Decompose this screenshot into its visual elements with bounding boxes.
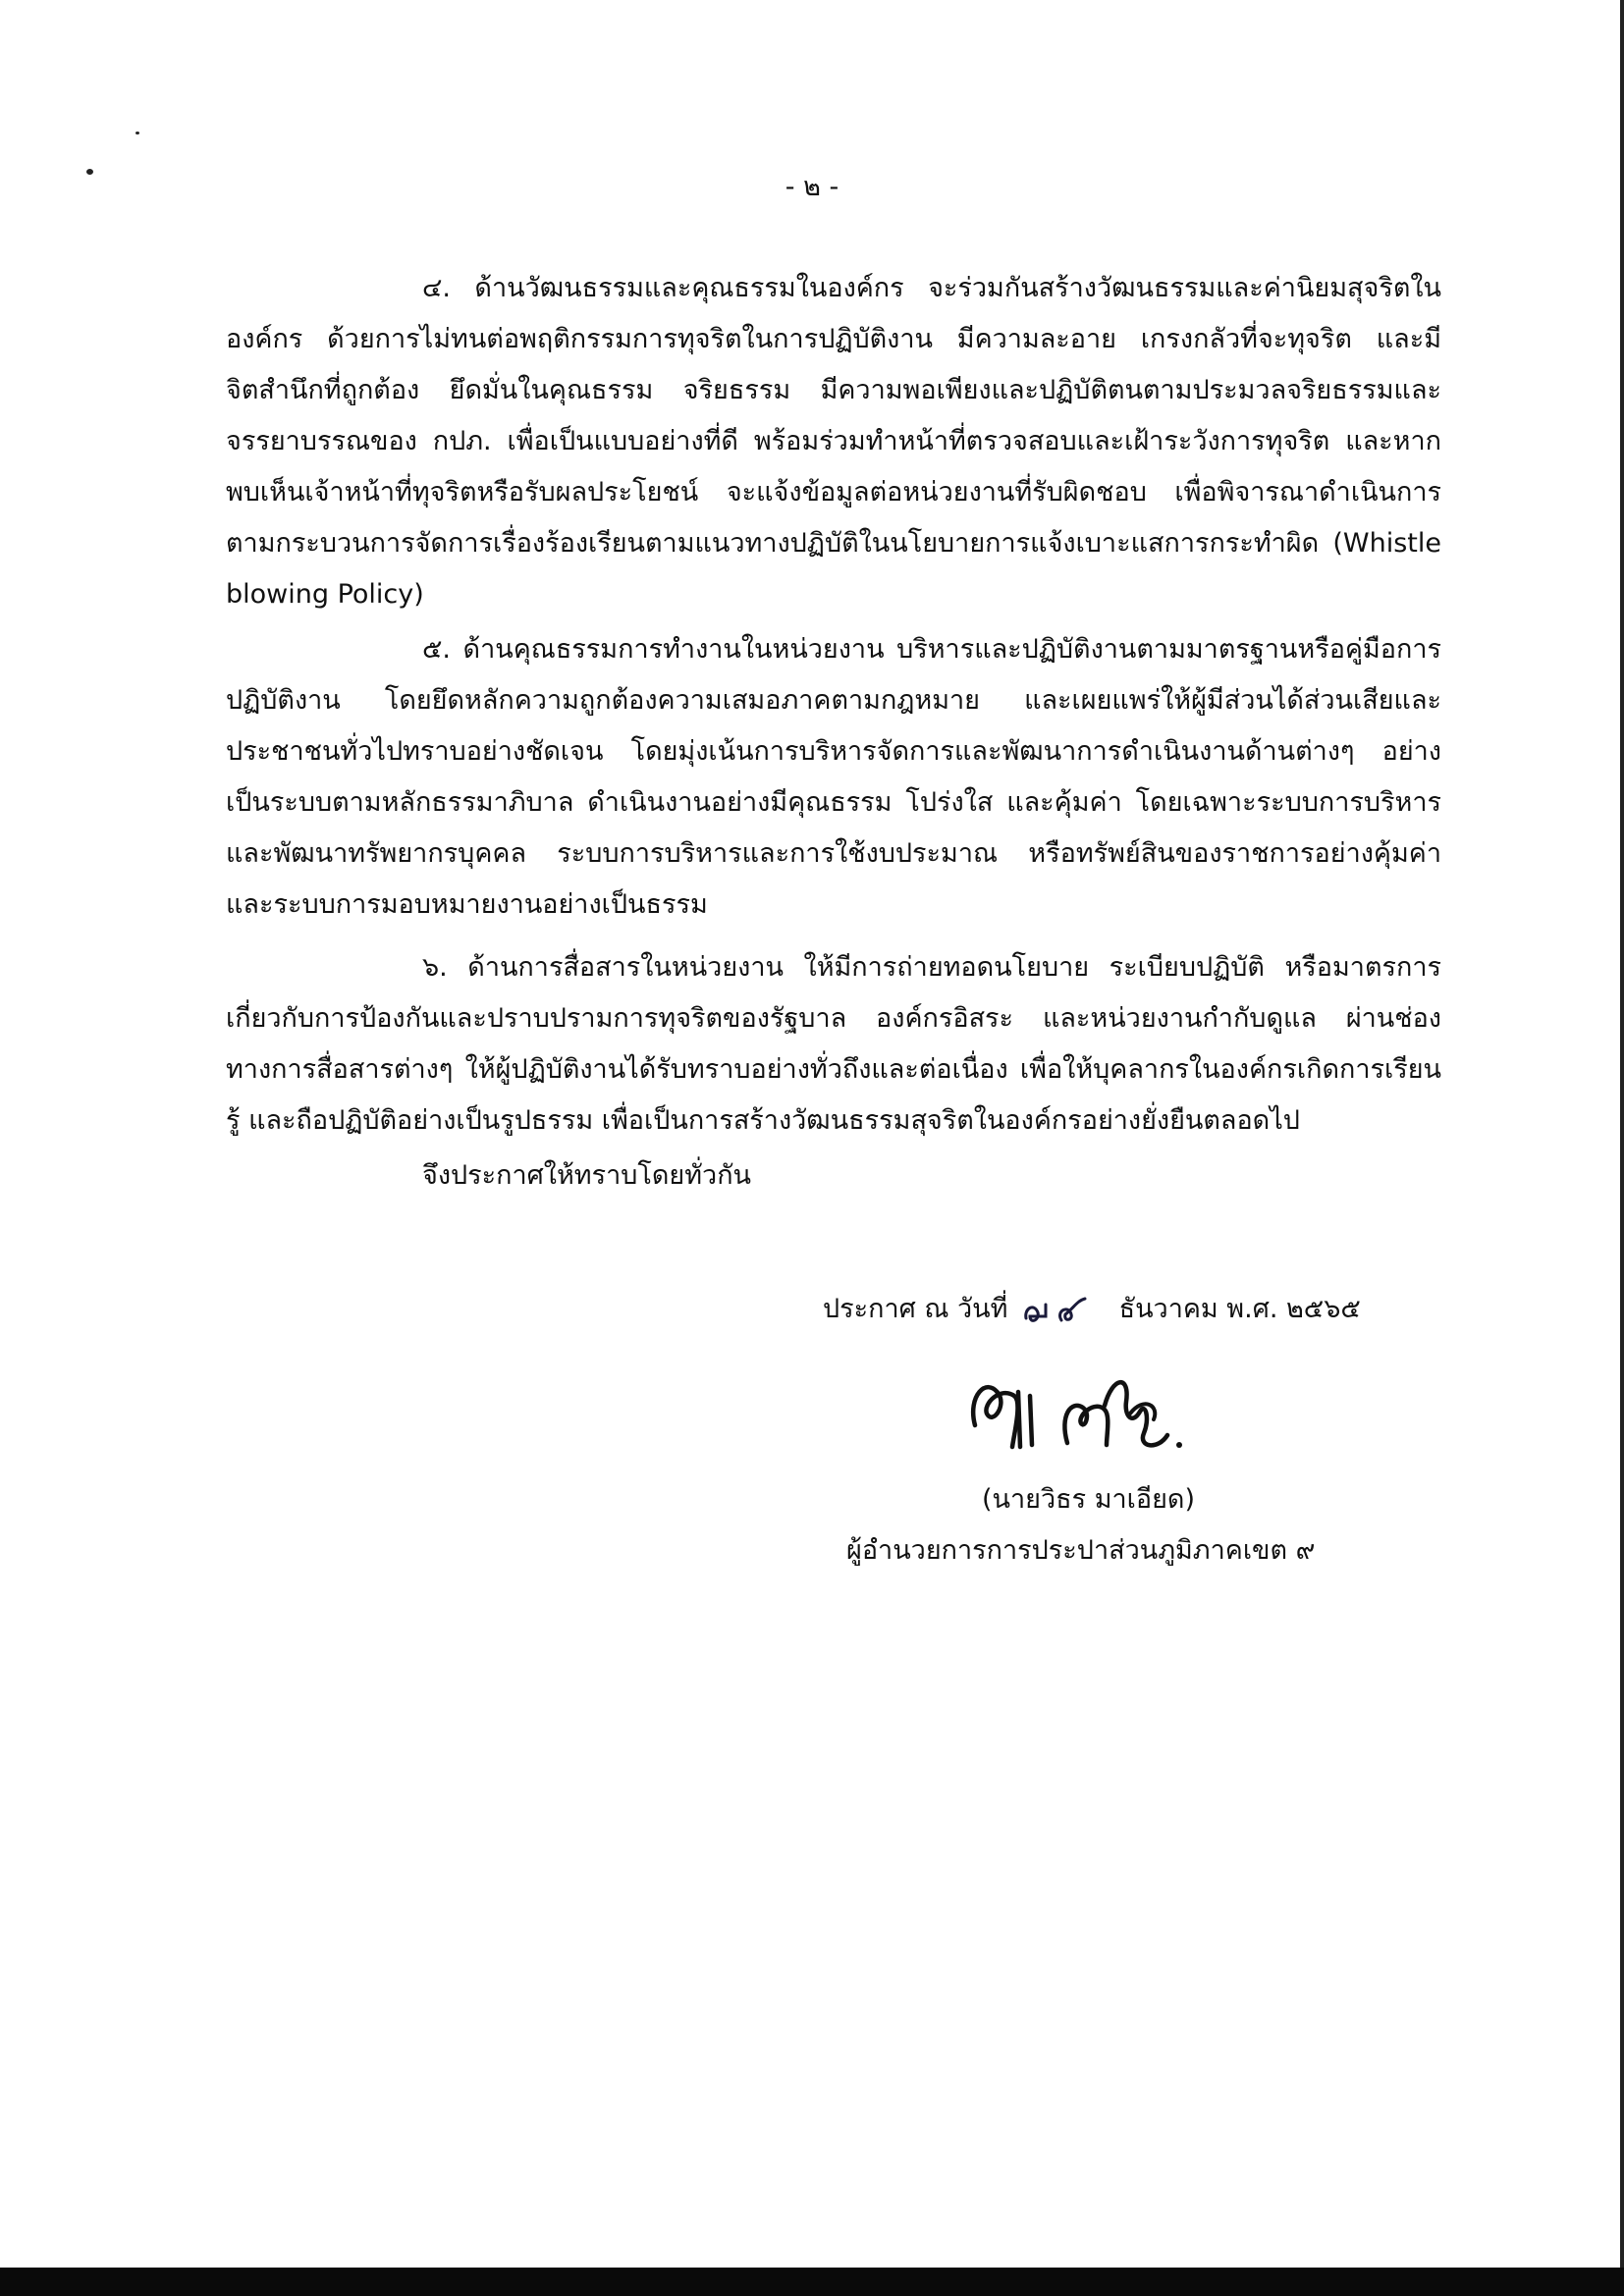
scan-bottom-border [0, 2268, 1624, 2296]
paragraph-5-text: ๕. ด้านคุณธรรมการทำงานในหน่วยงาน บริหารและปฏิบัติงานตามมาตรฐานหรือคู่มือการปฏิบัติงาน โดยยึดหลักความถูกต้องความเสมอภาคตามกฎหมาย และเผยแพร่ให้ผู้มีส่วนได้ส่วนเสียและประชาชนทั่วไปทราบอย่างชัดเจน โดยมุ่งเน้นการบริหารจัดการและพัฒนาการดำเนินงานด้านต่างๆ อย่างเป็นระบบตามหลักธรรมาภิบาล ดำเนินงานอย่างมีคุณธรรม โปร่งใส และคุ้มค่า โดยเฉพาะระบบการบริหารและพัฒนาทรัพยากรบุคคล ระบบการบริหารและการใช้งบประมาณ หรือทรัพย์สินของราชการอย่างคุ้มค่าและระบบการมอบหมายงานอย่างเป็นธรรม [226, 634, 1441, 920]
paragraph-6 [226, 942, 1441, 1147]
closing-statement: จึงประกาศให้ทราบโดยทั่วกัน [422, 1160, 751, 1191]
handwritten-day-ink [1016, 1291, 1110, 1334]
paragraph-5 [226, 624, 1441, 931]
paragraph-4-text: ๔. ด้านวัฒนธรรมและคุณธรรมในองค์กร จะร่วมกันสร้างวัฒนธรรมและค่านิยมสุจริตในองค์กร ด้วยการไม่ทนต่อพฤติกรรมการทุจริตในการปฏิบัติงาน มีความละอาย เกรงกลัวที่จะทุจริต และมีจิตสำนึกที่ถูกต้อง ยึดมั่นในคุณธรรม จริยธรรม มีความพอเพียงและปฏิบัติตนตามประมวลจริยธรรมและจรรยาบรรณของ กปภ. เพื่อเป็นแบบอย่างที่ดี พร้อมร่วมทำหน้าที่ตรวจสอบและเฝ้าระวังการทุจริต และหากพบเห็นเจ้าหน้าที่ทุจริตหรือรับผลประโยชน์ จะแจ้งข้อมูลต่อหน่วยงานที่รับผิดชอบ เพื่อพิจารณาดำเนินการตามกระบวนการจัดการเรื่องร้องเรียนตามแนวทางปฏิบัติในนโยบายการแจ้งเบาะแสการกระทำผิด (Whistle blowing Policy) [226, 273, 1441, 610]
scan-edge [1620, 0, 1624, 2296]
signer-name: (นายวิธร มาเอียด) [982, 1484, 1195, 1515]
date-prefix: ประกาศ ณ วันที่ [823, 1294, 1008, 1324]
handwritten-day [1016, 1291, 1110, 1330]
scan-speck [135, 132, 139, 134]
paragraph-4 [226, 263, 1441, 620]
paragraph-6-text: ๖. ด้านการสื่อสารในหน่วยงาน ให้มีการถ่ายทอดนโยบาย ระเบียบปฏิบัติ หรือมาตรการเกี่ยวกับการป้องกันและปราบปรามการทุจริตของรัฐบาล องค์กรอิสระ และหน่วยงานกำกับดูแล ผ่านช่องทางการสื่อสารต่างๆ ให้ผู้ปฏิบัติงานได้รับทราบอย่างทั่วถึงและต่อเนื่อง เพื่อให้บุคลากรในองค์กรเกิดการเรียนรู้ และถือปฏิบัติอย่างเป็นรูปธรรม เพื่อเป็นการสร้างวัฒนธรรมสุจริตในองค์กรอย่างยั่งยืนตลอดไป [226, 952, 1441, 1136]
signature [957, 1357, 1222, 1465]
page-number: - ๒ - [785, 172, 839, 202]
signer-title: ผู้อำนวยการการประปาส่วนภูมิภาคเขต ๙ [846, 1535, 1316, 1566]
announcement-date [823, 1284, 1361, 1335]
date-suffix: ธันวาคม พ.ศ. ๒๕๖๕ [1118, 1294, 1361, 1324]
